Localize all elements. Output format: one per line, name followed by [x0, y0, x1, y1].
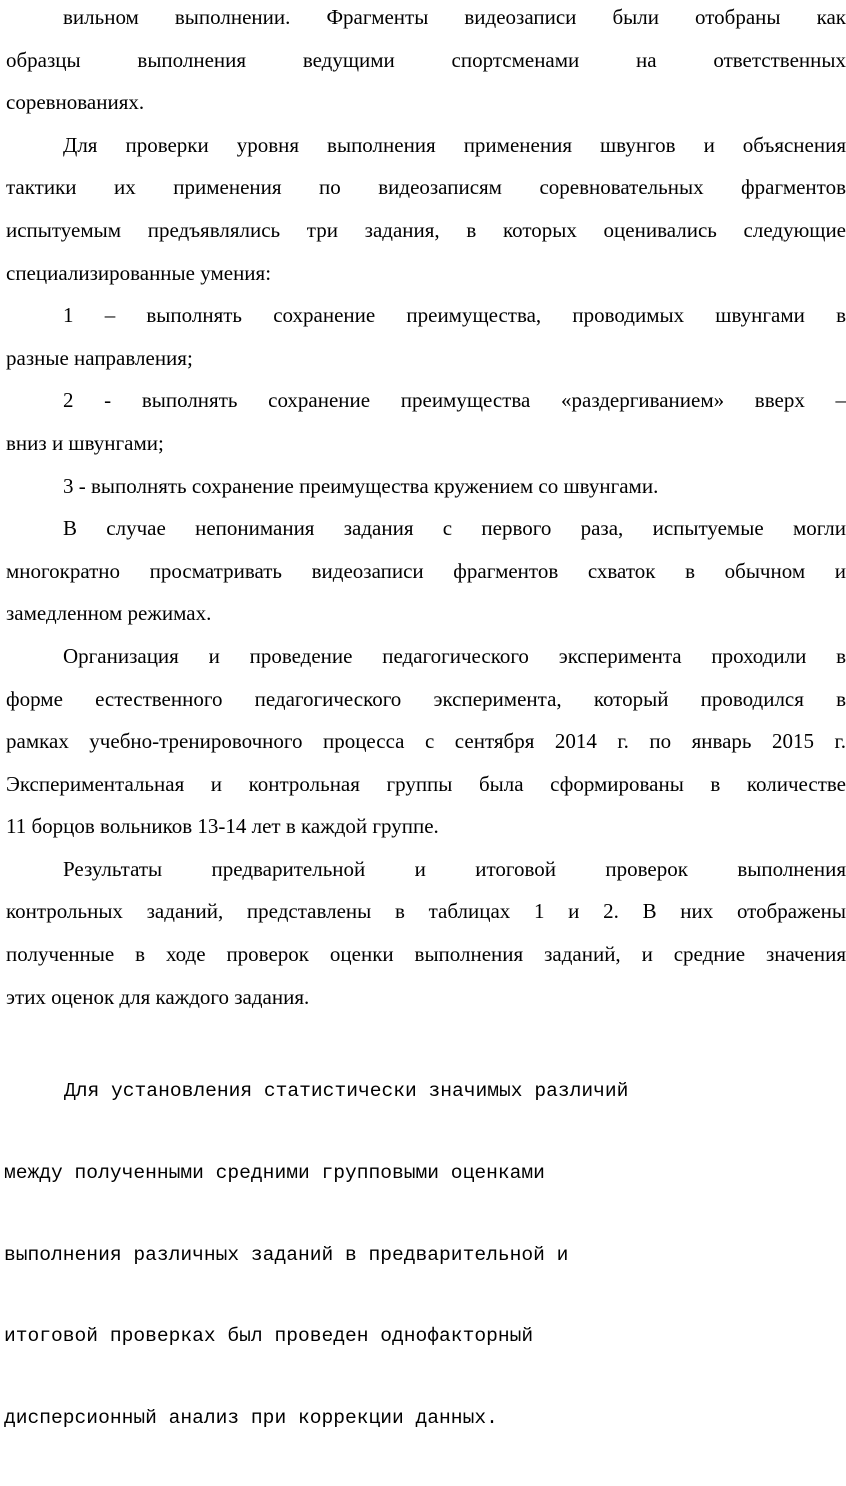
text-line: форме естественного педагогического эксперимента, который проводился в: [6, 686, 846, 711]
text-line: 1 – выполнять сохранение преимущества, проводимых швунгами в: [63, 303, 846, 328]
text-line: образцы выполнения ведущими спортсменами на ответственных: [6, 47, 846, 72]
text-line: замедленном режимах.: [6, 601, 212, 626]
text-line: Организация и проведение педагогического эксперимента проходили в: [63, 643, 846, 668]
text-line: итоговой проверках был проведен однофакторный: [4, 1325, 534, 1348]
text-line: рамках учебно-тренировочного процесса с сентября 2014 г. по январь 2015 г.: [6, 729, 846, 754]
list-item-task-1: [6, 294, 846, 379]
text-line: В случае непонимания задания с первого раза, испытуемые могли: [63, 516, 846, 541]
text-line: испытуемым предъявлялись три задания, в которых оценивались следующие: [6, 217, 846, 242]
text-line: многократно просматривать видеозаписи фрагментов схваток в обычном и: [6, 558, 846, 583]
text-line: тактики их применения по видеозаписям соревновательных фрагментов: [6, 175, 846, 200]
text-line: выполнения различных заданий в предварительной и: [4, 1243, 569, 1266]
list-item-task-3: [6, 465, 846, 508]
text-line: полученные в ходе проверок оценки выполнения заданий, и средние значения: [6, 942, 846, 967]
text-line: вниз и швунгами;: [6, 430, 164, 455]
text-line: Для установления статистически значимых различий: [64, 1080, 629, 1103]
text-line: разные направления;: [6, 345, 193, 370]
paragraph-continuation: [6, 0, 846, 124]
paragraph-test-method: [6, 124, 846, 294]
text-line: Для проверки уровня выполнения применения швунгов и объяснения: [63, 132, 846, 157]
paragraph-misunderstanding: [6, 507, 846, 635]
text-line: Результаты предварительной и итоговой проверок выполнения: [63, 856, 846, 881]
text-line: 11 борцов вольников 13-14 лет в каждой группе.: [6, 814, 439, 839]
text-line: 2 - выполнять сохранение преимущества «раздергиванием» вверх –: [63, 388, 846, 413]
text-line: между полученными средними групповыми оценками: [4, 1162, 545, 1184]
list-item-task-2: [6, 379, 846, 464]
text-line: дисперсионный анализ при коррекции данных.: [4, 1406, 498, 1429]
paragraph-experiment-organization: [6, 635, 846, 848]
text-line: специализированные умения:: [6, 260, 272, 285]
paragraph-results: [6, 848, 846, 1018]
paragraph-statistical-analysis: [4, 1024, 804, 1486]
text-line: соревнованиях.: [6, 90, 145, 115]
text-line: этих оценок для каждого задания.: [6, 984, 310, 1009]
text-line: вильном выполнении. Фрагменты видеозаписи были отобраны как: [63, 5, 846, 29]
document-body: [6, 0, 846, 1018]
text-line: контрольных заданий, представлены в таблицах 1 и 2. В них отображены: [6, 899, 846, 924]
text-line: 3 - выполнять сохранение преимущества кружением со швунгами.: [63, 473, 659, 498]
text-line: Экспериментальная и контрольная группы была сформированы в количестве: [6, 771, 846, 796]
